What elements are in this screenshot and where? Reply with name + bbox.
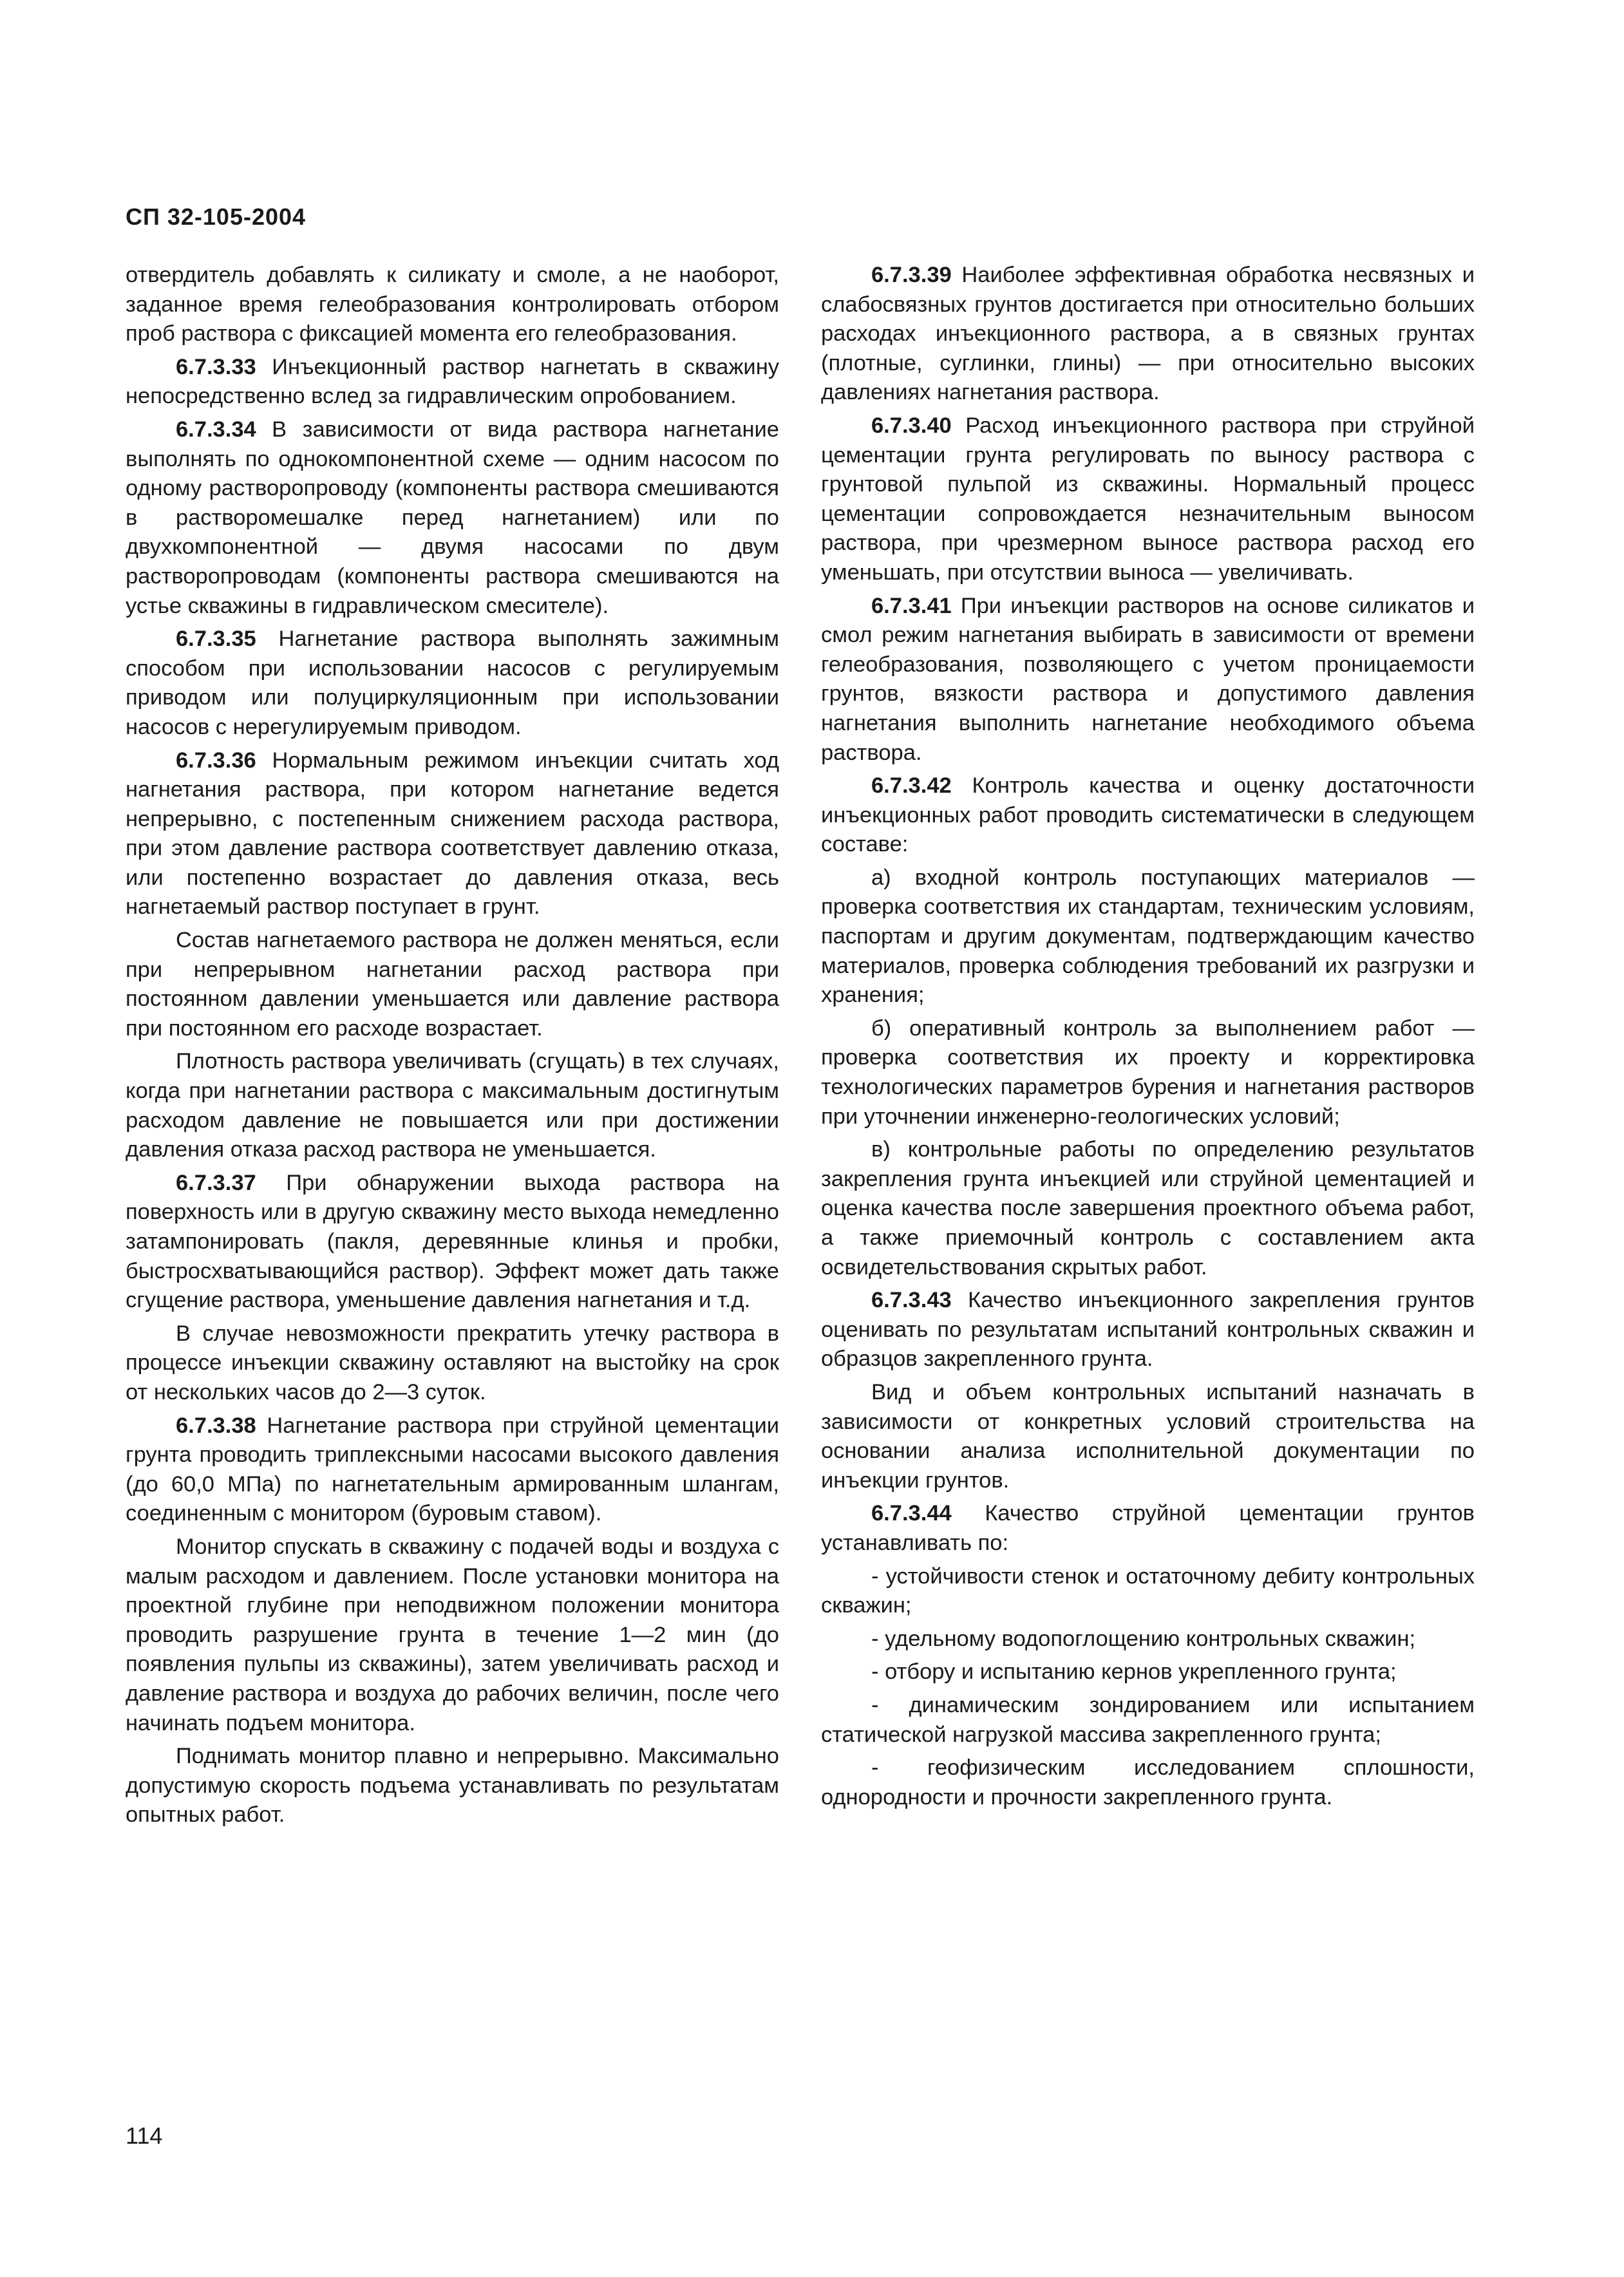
- paragraph: [126, 261, 779, 349]
- clause-number: 6.7.3.43: [871, 1288, 952, 1313]
- paragraph-text: Состав нагнетаемого раствора не должен меняться, если при непрерывном нагнетании расход раствора при постоянном давлении уменьшается или давление раствора при постоянном его расходе возрастает.: [126, 928, 779, 1041]
- paragraph-text: Инъекционный раствор нагнетать в скважину непосредственно вслед за гидравлическим опробованием.: [126, 354, 779, 409]
- paragraph: [126, 415, 779, 621]
- paragraph-text: Поднимать монитор плавно и непрерывно. Максимально допустимую скорость подъема устанавливать по результатам опытных работ.: [126, 1744, 779, 1828]
- clause-number: 6.7.3.39: [871, 263, 952, 287]
- paragraph: [126, 926, 779, 1043]
- paragraph: [126, 1412, 779, 1529]
- list-item: [821, 1014, 1475, 1131]
- paragraph: [126, 1742, 779, 1830]
- clause-number: 6.7.3.35: [176, 627, 256, 652]
- paragraph: [821, 1378, 1475, 1495]
- paragraph: [821, 771, 1475, 860]
- paragraph-text: Нагнетание раствора выполнять зажимным способом при использовании насосов с регулируемым приводом или полуциркуляционным при использовании насосов с нерегулируемым приводом.: [126, 627, 779, 739]
- paragraph-text: Наиболее эффективная обработка несвязных и слабосвязных грунтов достигается при относительно больших расходах инъекционного раствора, а в связных грунтах (плотные, суглинки, глины) — при относительно высоких давлениях нагнетания раствора.: [821, 263, 1475, 405]
- list-item: [821, 1691, 1475, 1750]
- paragraph-text: отвердитель добавлять к силикату и смоле, а не наоборот, заданное время гелеобразования контролировать отбором проб раствора с фиксацией момента его гелеобразования.: [126, 263, 779, 346]
- paragraph: [821, 1499, 1475, 1558]
- paragraph-text: Расход инъекционного раствора при струйной цементации грунта регулировать по выносу раствора с грунтовой пульпой из скважины. Нормальный процесс цементации сопровождается незначительным выносом раствора, при чрезмерном выносе раствора расход его уменьшать, при отсутствии выноса — увеличивать.: [821, 413, 1475, 585]
- paragraph: [821, 411, 1475, 588]
- clause-number: 6.7.3.36: [176, 748, 256, 773]
- paragraph-text: При обнаружении выхода раствора на поверхность или в другую скважину место выхода немедленно затампонировать (пакля, деревянные клинья и пробки, быстросхватывающийся раствор). Эффект может дать также сгущение раствора, уменьшение давления нагнетания и т.д.: [126, 1170, 779, 1313]
- paragraph: [126, 1533, 779, 1738]
- left-text-column: [126, 261, 779, 1830]
- document-code: СП 32-105-2004: [126, 203, 307, 230]
- paragraph-text: Монитор спускать в скважину с подачей воды и воздуха с малым расходом и давлением. После установки монитора на проектной глубине при неподвижном положении монитора проводить разрушение грунта в течение 1—2 мин (до появления пульпы из скважины), затем увеличивать расход и давление раствора и воздуха до рабочих величин, после чего начинать подъем монитора.: [126, 1534, 779, 1735]
- paragraph: [126, 353, 779, 411]
- list-item: [821, 1753, 1475, 1812]
- clause-number: 6.7.3.38: [176, 1413, 256, 1438]
- paragraph-text: Контроль качества и оценку достаточности инъекционных работ проводить систематически в следующем составе:: [821, 773, 1475, 857]
- clause-number: 6.7.3.34: [176, 417, 256, 442]
- page-number: 114: [126, 2122, 163, 2149]
- paragraph-text: - устойчивости стенок и остаточному дебиту контрольных скважин;: [821, 1564, 1475, 1618]
- paragraph-text: в) контрольные работы по определению результатов закрепления грунта инъекцией или струйной цементацией и оценка качества после завершения проектного объема работ, а также приемочный контроль с составлением акта освидетельствования скрытых работ.: [821, 1137, 1475, 1280]
- list-item: [821, 1625, 1475, 1654]
- paragraph-text: Качество струйной цементации грунтов устанавливать по:: [821, 1501, 1475, 1555]
- paragraph-text: - удельному водопоглощению контрольных скважин;: [871, 1626, 1416, 1651]
- paragraph-text: Вид и объем контрольных испытаний назначать в зависимости от конкретных условий строительства на основании анализа исполнительной документации по инъекции грунтов.: [821, 1379, 1475, 1493]
- paragraph-text: Плотность раствора увеличивать (сгущать) в тех случаях, когда при нагнетании раствора с максимальным достигнутым расходом давление не повышается или при достижении давления отказа расход раствора не уменьшается.: [126, 1049, 779, 1162]
- paragraph: [126, 1169, 779, 1316]
- clause-number: 6.7.3.44: [871, 1501, 952, 1526]
- paragraph-text: - геофизическим исследованием сплошности, однородности и прочности закрепленного грунта.: [821, 1755, 1475, 1809]
- right-text-column: [821, 261, 1475, 1812]
- paragraph-text: - динамическим зондированием или испытанием статической нагрузкой массива закрепленного грунта;: [821, 1692, 1475, 1747]
- paragraph-text: В зависимости от вида раствора нагнетание выполнять по однокомпонентной схеме — одним насосом по одному растворопроводу (компоненты раствора смешиваются в растворомешалке перед нагнетанием) или по двухкомпонентной — двумя насосами по двум растворопроводам (компоненты раствора смешиваются на устье скважины в гидравлическом смесителе).: [126, 417, 779, 618]
- clause-number: 6.7.3.42: [871, 773, 952, 798]
- paragraph: [126, 1047, 779, 1164]
- paragraph-text: Нагнетание раствора при струйной цементации грунта проводить триплексными насосами высокого давления (до 60,0 МПа) по нагнетательным армированным шлангам, соединенным с монитором (буровым ставом).: [126, 1413, 779, 1526]
- paragraph: [821, 592, 1475, 768]
- clause-number: 6.7.3.37: [176, 1170, 256, 1195]
- paragraph-text: Качество инъекционного закрепления грунтов оценивать по результатам испытаний контрольных скважин и образцов закрепленного грунта.: [821, 1288, 1475, 1372]
- paragraph-text: При инъекции растворов на основе силикатов и смол режим нагнетания выбирать в зависимости от времени гелеобразования, позволяющего с учетом проницаемости грунтов, вязкости раствора и допустимого давления нагнетания выполнить нагнетание необходимого объема раствора.: [821, 593, 1475, 765]
- paragraph: [821, 261, 1475, 408]
- paragraph-text: Нормальным режимом инъекции считать ход нагнетания раствора, при котором нагнетание ведется непрерывно, с постепенным снижением расхода раствора, при этом давление раствора соответствует давлению отказа, или постепенно возрастает до давления отказа, весь нагнетаемый раствор поступает в грунт.: [126, 748, 780, 920]
- list-item: [821, 1658, 1475, 1687]
- paragraph: [126, 746, 779, 923]
- paragraph-text: - отбору и испытанию кернов укрепленного грунта;: [871, 1659, 1397, 1685]
- paragraph-text: б) оперативный контроль за выполнением работ — проверка соответствия их проекту и корректировка технологических параметров бурения и нагнетания растворов при уточнении инженерно-геологических условий;: [821, 1016, 1475, 1129]
- clause-number: 6.7.3.33: [176, 354, 256, 379]
- clause-number: 6.7.3.41: [871, 593, 952, 618]
- paragraph-text: В случае невозможности прекратить утечку раствора в процессе инъекции скважину оставляют на выстойку на срок от нескольких часов до 2—3 суток.: [126, 1321, 779, 1404]
- list-item: [821, 1562, 1475, 1621]
- list-item: [821, 1135, 1475, 1282]
- clause-number: 6.7.3.40: [871, 413, 952, 438]
- paragraph: [126, 1319, 779, 1408]
- list-item: [821, 864, 1475, 1010]
- paragraph: [126, 625, 779, 742]
- paragraph: [821, 1286, 1475, 1374]
- paragraph-text: а) входной контроль поступающих материалов — проверка соответствия их стандартам, техническим условиям, паспортам и другим документам, подтверждающим качество материалов, проверка соблюдения требований их разгрузки и хранения;: [821, 865, 1475, 1008]
